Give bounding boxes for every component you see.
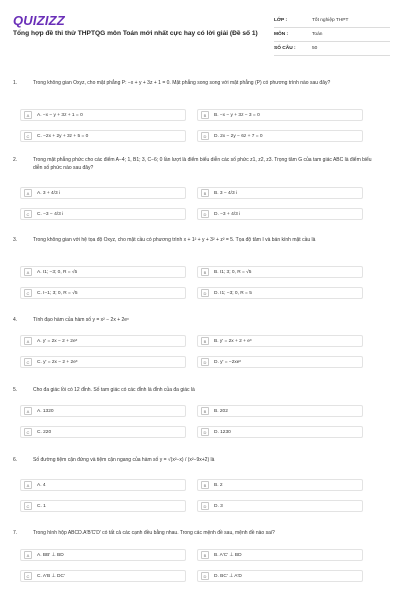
option-letter: D [201,210,209,218]
meta-row-count [274,42,390,56]
option-letter: C [24,572,32,580]
option-c[interactable] [20,130,186,142]
option-text: D. BC′ ⊥ A′D [214,573,242,579]
option-letter: B [201,189,209,197]
option-text: D. y′ = −2xeˣ [214,359,242,365]
option-d[interactable] [197,500,363,512]
option-letter: A [24,268,32,276]
option-letter: C [24,428,32,436]
question-7 [13,530,393,538]
meta-key: MÔN : [274,32,289,37]
option-letter: A [24,189,32,197]
meta-info [274,14,390,56]
option-c[interactable] [20,500,186,512]
option-a[interactable] [20,187,186,199]
option-text: A. y′ = 2x − 2 + 2eˣ [37,338,78,344]
option-letter: A [24,337,32,345]
option-letter: B [201,481,209,489]
option-text: B. 202 [214,408,228,414]
question-text: Số đường tiệm cận đứng và tiệm cận ngang của hàm số y = √(x²−x) / (x²−9x+2) là [33,457,215,463]
option-letter: B [201,111,209,119]
option-text: C. I−1; 3; 0, R = √5 [37,290,78,296]
option-letter: A [24,407,32,415]
question-text: Tính đạo hàm của hàm số y = x² − 2x + 2eˣ [33,317,129,323]
option-letter: A [24,481,32,489]
question-text: Trong không gian Oxyz, cho mặt phẳng P: −x + y + 3z + 1 = 0. Mặt phẳng song song với mặt phẳng (P) có phương trình nào sau đây? [33,80,331,86]
option-letter: C [24,289,32,297]
option-letter: A [24,551,32,559]
option-text: A. I1; −3; 0, R = √5 [37,269,78,275]
option-letter: B [201,337,209,345]
option-b[interactable] [197,405,363,417]
question-5 [13,387,393,395]
option-letter: D [201,132,209,140]
question-number: 1. [13,80,18,86]
option-text: A. 3 + 4/3 i [37,190,61,196]
option-b[interactable] [197,109,363,121]
question-6 [13,457,393,465]
option-d[interactable] [197,356,363,368]
option-text: C. 1 [37,503,46,509]
option-text: A. BB′ ⊥ BD [37,552,64,558]
question-number: 6. [13,457,18,463]
question-number: 2. [13,157,18,163]
option-b[interactable] [197,187,363,199]
meta-value: 50 [312,46,318,51]
option-text: D. −3 + 4/3 i [214,211,241,217]
option-a[interactable] [20,266,186,278]
option-a[interactable] [20,549,186,561]
question-number: 7. [13,530,18,536]
option-b[interactable] [197,549,363,561]
question-text: Trong hình hộp ABCD.A′B′C′D′ có tất cả các cạnh đều bằng nhau. Trong các mệnh đề sau, mệnh đề nào sai? [33,530,275,536]
option-letter: D [201,358,209,366]
option-d[interactable] [197,570,363,582]
option-letter: B [201,551,209,559]
option-a[interactable] [20,109,186,121]
option-text: A. 1320 [37,408,54,414]
option-text: C. −2x + 2y + 3z + 5 = 0 [37,133,89,139]
option-text: A. −x − y + 3z + 1 = 0 [37,112,83,118]
question-number: 3. [13,237,18,243]
option-text: D. 3 [214,503,223,509]
option-letter: C [24,358,32,366]
option-text: C. 220 [37,429,52,435]
option-c[interactable] [20,208,186,220]
option-text: C. −3 − 4/3 i [37,211,64,217]
meta-key: LỚP : [274,18,288,23]
meta-row-class [274,14,390,28]
option-letter: A [24,111,32,119]
option-text: C. y′ = 2x − 2 + 2eˣ [37,359,78,365]
option-c[interactable] [20,356,186,368]
option-letter: D [201,289,209,297]
option-text: B. 3 − 4/3 i [214,190,238,196]
option-b[interactable] [197,479,363,491]
question-4 [13,317,393,325]
option-d[interactable] [197,426,363,438]
option-text: D. 2x − 2y − 6z + 7 = 0 [214,133,263,139]
option-letter: C [24,502,32,510]
option-text: A. 4 [37,482,46,488]
option-c[interactable] [20,287,186,299]
quizizz-logo: QUIZIZZ [13,13,65,28]
question-number: 4. [13,317,18,323]
option-letter: B [201,407,209,415]
question-1 [13,80,393,88]
option-text: C. A′B ⊥ DC′ [37,573,65,579]
option-text: D. I1; −3; 0, R = 5 [214,290,252,296]
option-text: B. −x − y + 3z − 3 = 0 [214,112,260,118]
option-letter: D [201,502,209,510]
meta-key: SỐ CÂU : [274,46,296,51]
question-2 [13,157,393,172]
option-a[interactable] [20,479,186,491]
option-letter: D [201,572,209,580]
option-letter: B [201,268,209,276]
question-text: Cho đa giác lồi có 12 đỉnh. Số tam giác có các đỉnh là đỉnh của đa giác là [33,387,195,393]
option-c[interactable] [20,426,186,438]
page-title: Tổng hợp đề thi thử THPTQG môn Toán mới nhất cực hay có lời giải (Đề số 1) [13,30,258,37]
question-3 [13,237,393,245]
question-number: 5. [13,387,18,393]
option-b[interactable] [197,266,363,278]
question-text: Trong không gian với hệ tọa độ Oxyz, cho mặt cầu có phương trình x + 1² + y + 3² + z² = 5. Tọa độ tâm I và bán kính mặt cầu là [33,237,316,243]
option-d[interactable] [197,208,363,220]
meta-value: Toán [312,32,323,37]
option-a[interactable] [20,405,186,417]
option-text: B. y′ = 2x + 2 + eˣ [214,338,252,344]
option-a[interactable] [20,335,186,347]
option-text: B. I1; 3; 0, R = √5 [214,269,252,275]
option-b[interactable] [197,335,363,347]
meta-row-subject [274,28,390,42]
question-text: Trong mặt phẳng phức cho các điểm A−4; 1, B1; 3, C−6; 0 lần lượt là điểm biểu diễn các số phức z1, z2, z3. Trọng tâm G của tam giác ABC là điểm biểu diễn số phức nào sau đây? [33,157,372,171]
option-d[interactable] [197,287,363,299]
option-text: B. 2 [214,482,223,488]
option-letter: D [201,428,209,436]
option-c[interactable] [20,570,186,582]
option-text: D. 1230 [214,429,231,435]
meta-value: Tốt nghiệp THPT [312,18,349,23]
option-letter: C [24,210,32,218]
option-letter: C [24,132,32,140]
option-text: B. A′C′ ⊥ BD [214,552,242,558]
option-d[interactable] [197,130,363,142]
